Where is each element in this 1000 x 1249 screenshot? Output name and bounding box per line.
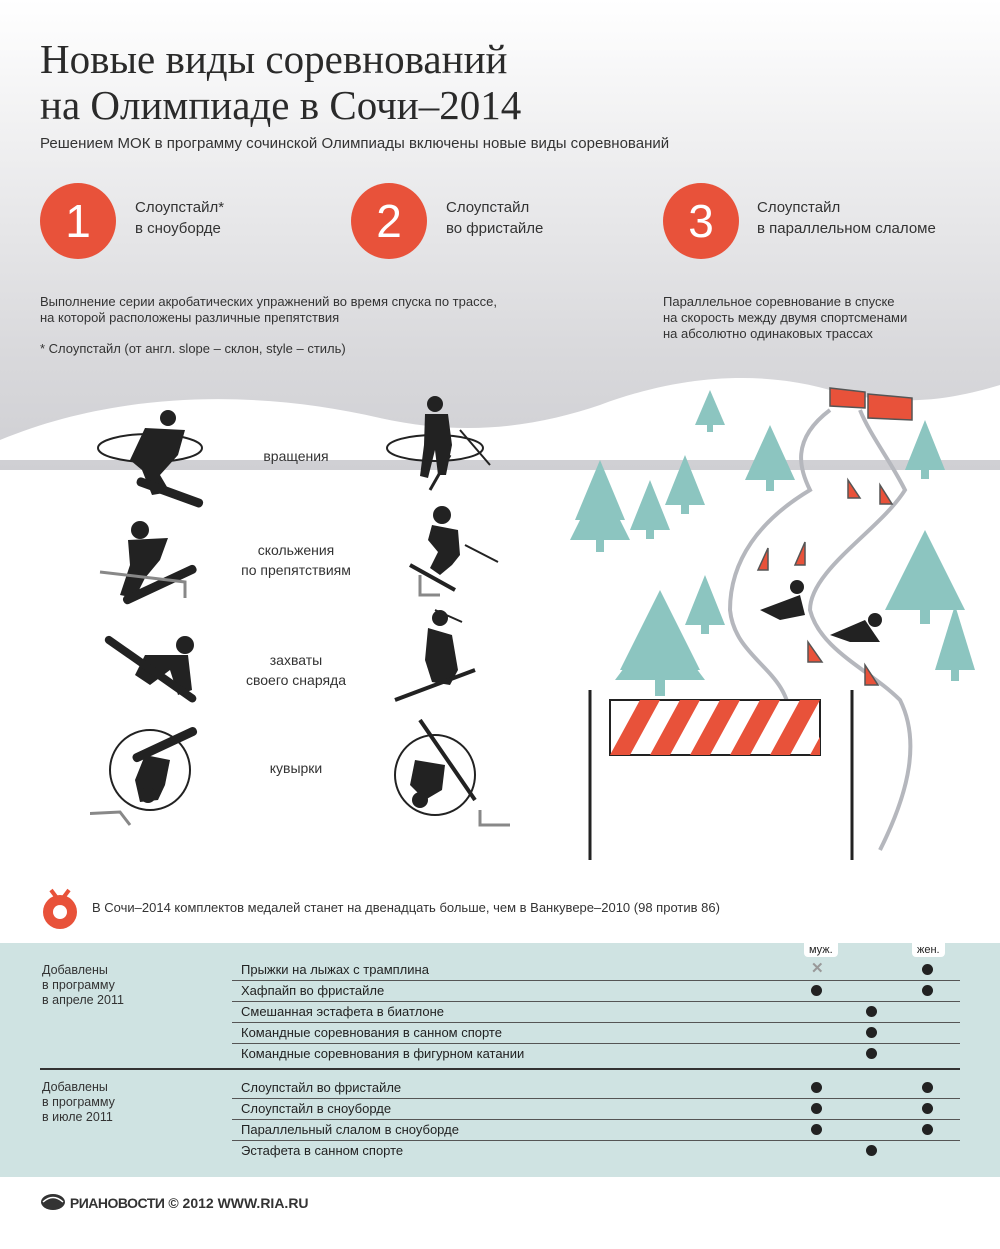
group2-line3: в июле 2011	[42, 1110, 113, 1124]
footer-logo: РИАНОВОСТИ	[69, 1195, 165, 1211]
event-1-line2: в сноуборде	[135, 220, 221, 237]
page-title	[40, 36, 521, 128]
event-number-1: 1	[40, 183, 116, 259]
table-row	[232, 1141, 960, 1161]
footer-copyright[interactable]: © 2012 WWW.RIA.RU	[168, 1195, 309, 1211]
group-divider	[40, 1068, 960, 1070]
event-2-line1: Слоупстайл	[446, 199, 530, 216]
dot-women	[922, 1082, 933, 1093]
table-row	[232, 1023, 960, 1044]
footnote: * Слоупстайл (от англ. slope – склон, style – стиль)	[40, 341, 346, 356]
dot-mixed	[866, 1145, 877, 1156]
finish-gate	[590, 690, 860, 860]
ria-logo-icon	[40, 1193, 66, 1211]
row-name: Слоупстайл во фристайле	[241, 1080, 402, 1095]
group1-line2: в программу	[42, 978, 115, 992]
slalom-scene	[560, 380, 990, 860]
event-number-3: 3	[663, 183, 739, 259]
column-women: жен.	[912, 943, 945, 957]
title-line2: на Олимпиаде в Сочи–2014	[40, 82, 522, 128]
parallel-desc-line2: на скорость между двумя спортсменами	[663, 310, 908, 325]
dot-women	[922, 1124, 933, 1135]
activity-grabs-line1: захваты	[269, 652, 323, 668]
activity-spins	[226, 446, 366, 466]
event-1-line1: Слоупстайл*	[135, 199, 225, 216]
dot-women	[922, 1103, 933, 1114]
activity-spins-line1: вращения	[263, 448, 329, 464]
row-name: Слоупстайл в сноуборде	[241, 1101, 392, 1116]
event-number-2: 2	[351, 183, 427, 259]
dot-mixed	[866, 1006, 877, 1017]
event-label-2	[446, 197, 543, 239]
medal-icon	[40, 886, 80, 930]
dot-mixed	[866, 1027, 877, 1038]
slopestyle-desc-line2: на которой расположены различные препятствия	[40, 310, 340, 325]
dot-mixed	[866, 1048, 877, 1059]
tree-icon	[570, 390, 975, 696]
table-row	[232, 981, 960, 1002]
row-name: Прыжки на лыжах с трамплина	[241, 962, 429, 977]
dot-men	[811, 1124, 822, 1135]
activity-rails-line2: по препятствиям	[241, 562, 351, 578]
dot-women	[922, 964, 933, 975]
slopestyle-desc-line1: Выполнение серии акробатических упражнений во время спуска по трассе,	[40, 294, 497, 309]
table-row	[232, 1044, 960, 1064]
activity-flips-line1: кувырки	[269, 760, 323, 776]
table-row	[232, 1099, 960, 1120]
activity-grabs-line2: своего снаряда	[245, 672, 346, 688]
row-name: Эстафета в санном спорте	[241, 1143, 404, 1158]
skier-illustrations	[380, 390, 510, 840]
activity-rails	[226, 540, 366, 580]
group1-line3: в апреле 2011	[42, 993, 124, 1007]
group-april-label	[42, 963, 124, 1008]
event-3-line2: в параллельном слаломе	[757, 220, 936, 237]
event-label-1	[135, 197, 224, 239]
table-row	[232, 1002, 960, 1023]
activity-rails-line1: скольжения	[257, 542, 335, 558]
table-row	[232, 960, 960, 981]
medal-note	[40, 886, 970, 930]
dot-men	[811, 985, 822, 996]
row-name: Командные соревнования в санном спорте	[241, 1025, 502, 1040]
event-2-line2: во фристайле	[446, 220, 544, 237]
activity-grabs	[226, 650, 366, 690]
group1-line1: Добавлены	[42, 963, 108, 977]
slopestyle-description	[40, 294, 497, 326]
group2-line2: в программу	[42, 1095, 115, 1109]
event-label-3	[757, 197, 936, 239]
parallel-desc-line1: Параллельное соревнование в спуске	[663, 294, 895, 309]
event-3-line1: Слоупстайл	[757, 199, 841, 216]
column-men: муж.	[804, 943, 838, 957]
group-july-label	[42, 1080, 115, 1125]
row-name: Командные соревнования в фигурном катании	[241, 1046, 525, 1061]
title-line1: Новые виды соревнований	[40, 36, 508, 82]
snowboarder-illustrations	[90, 400, 230, 840]
row-name: Смешанная эстафета в биатлоне	[241, 1004, 444, 1019]
row-name: Параллельный слалом в сноуборде	[241, 1122, 459, 1137]
row-name: Хафпайп во фристайле	[241, 983, 385, 998]
cross-icon: ✕	[811, 960, 824, 977]
subtitle: Решением МОК в программу сочинской Олимпиады включены новые виды соревнований	[40, 135, 670, 152]
table-row	[232, 1120, 960, 1141]
dot-men	[811, 1103, 822, 1114]
medal-text: В Сочи–2014 комплектов медалей станет на двенадцать больше, чем в Ванкувере–2010 (98 против 86)	[92, 900, 720, 915]
parallel-desc-line3: на абсолютно одинаковых трассах	[663, 326, 873, 341]
table-row	[232, 1078, 960, 1099]
dot-women	[922, 985, 933, 996]
footer	[40, 1193, 309, 1211]
dot-men	[811, 1082, 822, 1093]
group2-line1: Добавлены	[42, 1080, 108, 1094]
parallel-description	[663, 294, 907, 342]
activity-flips	[226, 758, 366, 778]
